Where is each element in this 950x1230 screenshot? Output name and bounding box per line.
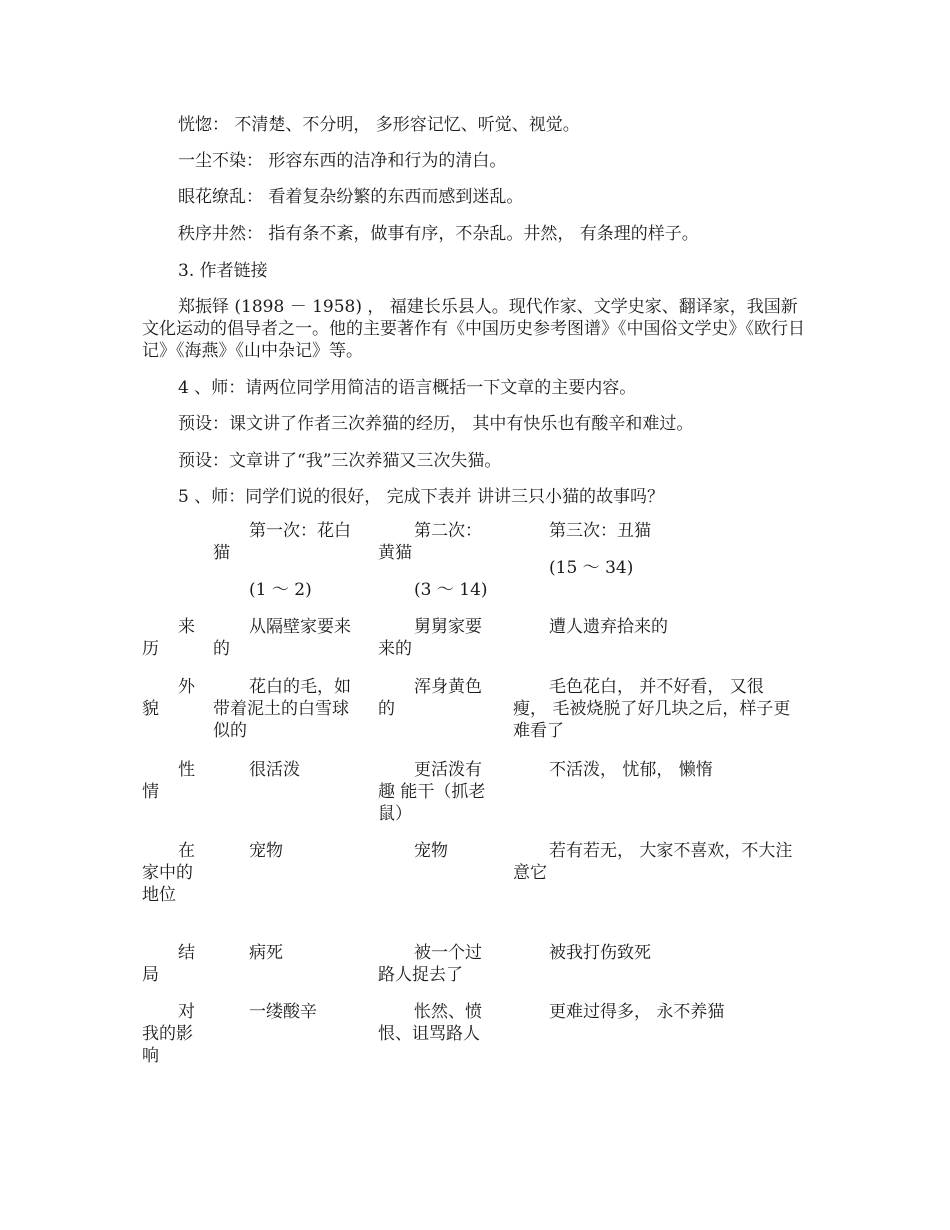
cell-temperament-cat-1: 很活泼 [249, 760, 300, 780]
teacher-question-4: 4 、师：请两位同学用简洁的语言概括一下文章的主要内容。 [178, 378, 637, 398]
cell-origin-cat-2: 舅舅家要来的 [378, 617, 482, 659]
vocab-zhixujingran: 秩序井然： 指有条不紊，做事有序，不杂乱。井然， 有条理的样子。 [178, 224, 699, 244]
cell-effect-cat-2: 怅然、愤恨、诅骂路人 [378, 1002, 482, 1044]
cell-temperament-cat-3: 不活泼， 忧郁， 懒惰 [549, 760, 713, 780]
cell-origin-cat-1: 从隔壁家要来的 [213, 617, 351, 659]
cell-ending-cat-3: 被我打伤致死 [549, 943, 651, 963]
row-label-effect: 对我的影响 [142, 1002, 195, 1066]
row-label-ending: 结局 [142, 943, 195, 985]
header-cat-3-range: (15 ～ 34) [549, 558, 634, 578]
section-heading-author: 3. 作者链接 [178, 261, 268, 281]
preset-answer-2: 预设：文章讲了“我”三次养猫又三次失猫。 [178, 451, 502, 471]
author-bio: 郑振铎 (1898 － 1958) ， 福建长乐县人。现代作家、文学史家、翻译家，我国新文化运动的倡导者之一。他的主要著作有《中国历史参考图谱》《中国俗文学史》《欧行日记》《海燕》《山中杂记》等。 [142, 297, 805, 361]
header-cat-2-range: (3 ～ 14) [414, 580, 488, 600]
header-cat-1-title: 第一次：花白猫 [213, 521, 351, 563]
row-label-origin: 来历 [142, 617, 195, 659]
teacher-question-5: 5 、师：同学们说的很好， 完成下表并 讲讲三只小猫的故事吗？ [178, 487, 665, 507]
vocab-yichenburan: 一尘不染： 形容东西的洁净和行为的清白。 [178, 151, 507, 171]
cell-origin-cat-3: 遭人遗弃拾来的 [549, 617, 668, 637]
preset-answer-1: 预设：课文讲了作者三次养猫的经历， 其中有快乐也有酸辛和难过。 [178, 414, 694, 434]
header-cat-2-title: 第二次：黄猫 [378, 521, 482, 563]
header-cat-1-range: (1 ～ 2) [249, 580, 312, 600]
cell-ending-cat-1: 病死 [249, 943, 283, 963]
cell-appearance-cat-1: 花白的毛，如带着泥土的白雪球似的 [213, 677, 351, 741]
cell-effect-cat-3: 更难过得多， 永不养猫 [549, 1002, 725, 1022]
cell-ending-cat-2: 被一个过路人捉去了 [378, 943, 482, 985]
cell-status-cat-3: 若有若无， 大家不喜欢，不大注意它 [513, 841, 793, 883]
vocab-huanghu: 恍惚： 不清楚、不分明， 多形容记忆、听觉、视觉。 [178, 115, 580, 135]
row-label-appearance: 外貌 [142, 677, 195, 719]
cell-appearance-cat-2: 浑身黄色的 [378, 677, 482, 719]
cell-status-cat-1: 宠物 [249, 841, 283, 861]
header-cat-3-title: 第三次：丑猫 [549, 521, 651, 541]
cell-status-cat-2: 宠物 [414, 841, 448, 861]
vocab-yanhualiaoluan: 眼花缭乱： 看着复杂纷繁的东西而感到迷乱。 [178, 187, 524, 207]
row-label-temperament: 性情 [142, 760, 195, 802]
cell-appearance-cat-3: 毛色花白， 并不好看， 又很瘦， 毛被烧脱了好几块之后，样子更难看了 [513, 677, 791, 741]
cell-effect-cat-1: 一缕酸辛 [249, 1002, 317, 1022]
cell-temperament-cat-2: 更活泼有趣 能干（抓老鼠） [378, 760, 486, 824]
row-label-status: 在家中的地位 [142, 841, 195, 905]
